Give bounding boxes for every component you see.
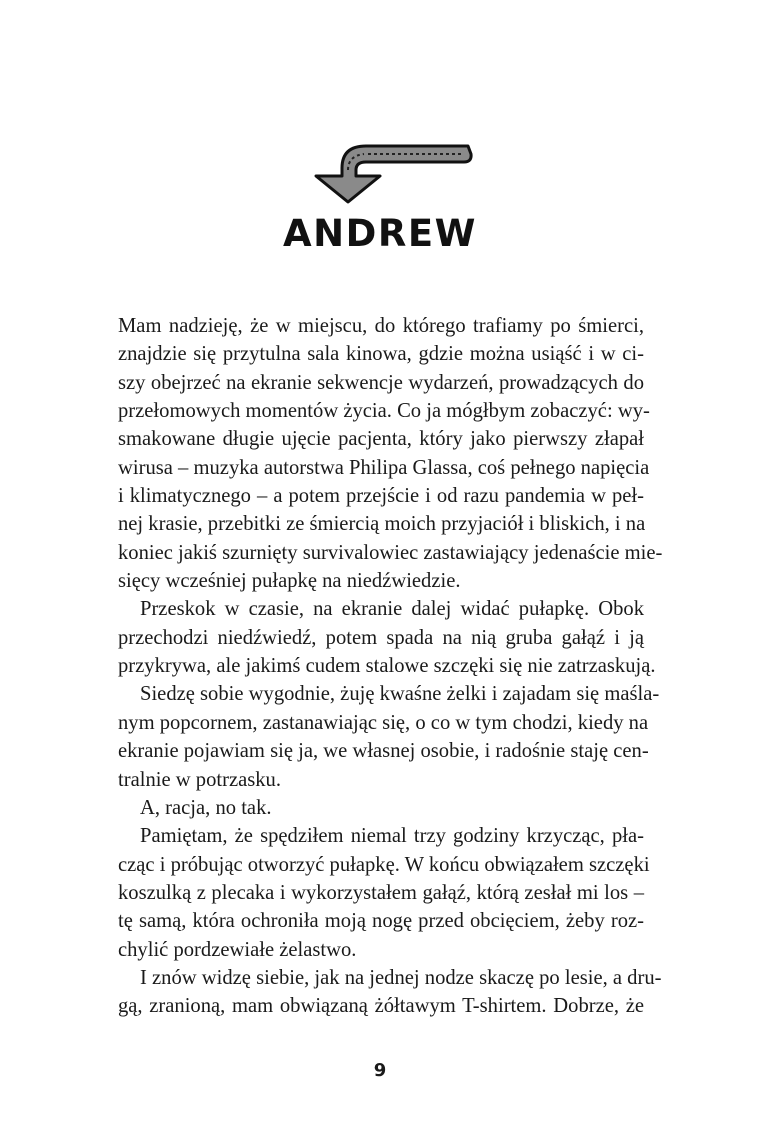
text-line: Przeskok w czasie, na ekranie dalej widać pułapkę. Obok — [140, 598, 644, 621]
text-line: i klimatycznego – a potem przejście i od razu pandemia w peł- — [118, 485, 644, 508]
page-number: 9 — [373, 1060, 387, 1081]
text-line: Pamiętam, że spędziłem niemal trzy godziny krzycząc, pła- — [140, 825, 644, 848]
text-line: A, racja, no tak. — [140, 796, 272, 819]
text-line: sięcy wcześniej pułapkę na niedźwiedzie. — [118, 570, 461, 593]
text-line: nym popcornem, zastanawiając się, o co w tym chodzi, kiedy na — [118, 711, 649, 734]
arrow-icon — [308, 140, 473, 208]
text-line: przykrywa, ale jakimś cudem stalowe szczęki się nie zatrzaskują. — [118, 655, 656, 678]
text-line: gą, zranioną, mam obwiązaną żółtawym T-shirtem. Dobrze, że — [118, 995, 644, 1018]
text-line: cząc i próbując otworzyć pułapkę. W końcu obwiązałem szczęki — [118, 853, 650, 876]
text-line: szy obejrzeć na ekranie sekwencje wydarzeń, prowadzących do — [118, 371, 644, 394]
text-line: wirusa – muzyka autorstwa Philipa Glassa, coś pełnego napięcia — [118, 456, 650, 479]
text-line: koniec jakiś szurnięty survivalowiec zastawiający jedenaście mie- — [118, 541, 663, 564]
text-line: przełomowych momentów życia. Co ja mógłbym zobaczyć: wy- — [118, 400, 650, 423]
text-line: przechodzi niedźwiedź, potem spada na nią gruba gałąź i ją — [118, 626, 644, 649]
text-line: koszulką z plecaka i wykorzystałem gałąź, którą zesłał mi los – — [118, 881, 644, 904]
text-line: Mam nadzieję, że w miejscu, do którego trafiamy po śmierci, — [118, 315, 644, 337]
text-line: znajdzie się przytulna sala kinowa, gdzie można usiąść i w ci- — [118, 343, 644, 366]
body-text — [118, 312, 663, 1021]
text-line: ekranie pojawiam się ja, we własnej osobie, i radośnie staję cen- — [118, 740, 649, 763]
text-line: tę samą, która ochroniła moją nogę przed obcięciem, żeby roz- — [118, 910, 644, 933]
text-line: tralnie w potrzasku. — [118, 768, 281, 791]
text-line: smakowane długie ujęcie pacjenta, który jako pierwszy złapał — [118, 428, 644, 451]
text-line: I znów widzę siebie, jak na jednej nodze skaczę po lesie, a dru- — [140, 966, 662, 989]
text-line: Siedzę sobie wygodnie, żuję kwaśne żelki i zajadam się maśla- — [140, 683, 660, 706]
chapter-title: ANDREW — [283, 212, 477, 255]
text-line: nej krasie, przebitki ze śmiercią moich przyjaciół i bliskich, i na — [118, 513, 646, 536]
text-line: chylić pordzewiałe żelastwo. — [118, 938, 357, 961]
